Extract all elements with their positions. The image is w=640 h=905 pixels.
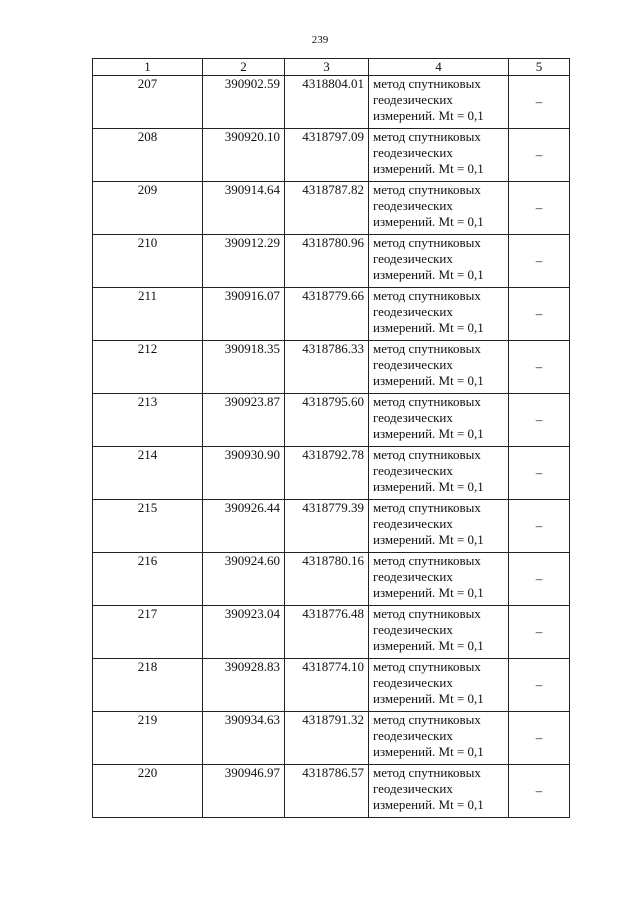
note-dash: – — [535, 147, 543, 162]
method-line: измерений. Mt = 0,1 — [373, 744, 484, 759]
method-line: измерений. Mt = 0,1 — [373, 320, 484, 335]
method-line: метод спутниковых — [373, 182, 481, 197]
point-number: 212 — [93, 341, 203, 394]
coordinate-y: 4318787.82 — [285, 182, 369, 235]
coordinate-y: 4318776.48 — [285, 606, 369, 659]
point-number: 213 — [93, 394, 203, 447]
column-header-3: 3 — [285, 59, 369, 76]
method-line: метод спутниковых — [373, 500, 481, 515]
note-dash: – — [535, 571, 543, 586]
method-line: метод спутниковых — [373, 76, 481, 91]
table-row — [93, 553, 570, 606]
method-line: измерений. Mt = 0,1 — [373, 161, 484, 176]
method-description — [369, 341, 509, 394]
point-number: 214 — [93, 447, 203, 500]
note-dash: – — [535, 783, 543, 798]
coordinate-y: 4318780.16 — [285, 553, 369, 606]
method-line: метод спутниковых — [373, 288, 481, 303]
table-row — [93, 394, 570, 447]
table-row — [93, 341, 570, 394]
table-row — [93, 129, 570, 182]
coordinate-x: 390926.44 — [203, 500, 285, 553]
method-line: геодезических — [373, 781, 453, 796]
method-line: измерений. Mt = 0,1 — [373, 214, 484, 229]
note-dash: – — [535, 730, 543, 745]
method-line: метод спутниковых — [373, 129, 481, 144]
method-line: геодезических — [373, 92, 453, 107]
note-cell — [509, 712, 570, 765]
column-header-4: 4 — [369, 59, 509, 76]
note-cell — [509, 76, 570, 129]
method-line: измерений. Mt = 0,1 — [373, 373, 484, 388]
note-dash: – — [535, 518, 543, 533]
method-line: метод спутниковых — [373, 606, 481, 621]
method-line: метод спутниковых — [373, 712, 481, 727]
method-line: измерений. Mt = 0,1 — [373, 691, 484, 706]
method-description — [369, 712, 509, 765]
coordinate-y: 4318797.09 — [285, 129, 369, 182]
method-description — [369, 394, 509, 447]
note-cell — [509, 659, 570, 712]
coordinate-y: 4318774.10 — [285, 659, 369, 712]
table-row — [93, 76, 570, 129]
method-description — [369, 182, 509, 235]
table-row — [93, 765, 570, 818]
coordinate-x: 390923.04 — [203, 606, 285, 659]
column-header-1: 1 — [93, 59, 203, 76]
note-dash: – — [535, 359, 543, 374]
column-header-5: 5 — [509, 59, 570, 76]
note-cell — [509, 288, 570, 341]
coordinate-x: 390934.63 — [203, 712, 285, 765]
method-line: геодезических — [373, 675, 453, 690]
method-line: метод спутниковых — [373, 341, 481, 356]
method-line: измерений. Mt = 0,1 — [373, 426, 484, 441]
method-line: метод спутниковых — [373, 553, 481, 568]
method-description — [369, 235, 509, 288]
method-line: измерений. Mt = 0,1 — [373, 797, 484, 812]
method-description — [369, 659, 509, 712]
coordinate-y: 4318792.78 — [285, 447, 369, 500]
note-dash: – — [535, 624, 543, 639]
coordinate-y: 4318779.66 — [285, 288, 369, 341]
coordinate-x: 390923.87 — [203, 394, 285, 447]
point-number: 219 — [93, 712, 203, 765]
method-line: измерений. Mt = 0,1 — [373, 108, 484, 123]
coordinate-x: 390924.60 — [203, 553, 285, 606]
method-description — [369, 129, 509, 182]
coordinate-x: 390902.59 — [203, 76, 285, 129]
note-cell — [509, 235, 570, 288]
coordinate-y: 4318791.32 — [285, 712, 369, 765]
method-description — [369, 76, 509, 129]
coordinate-x: 390914.64 — [203, 182, 285, 235]
method-line: геодезических — [373, 304, 453, 319]
coordinate-x: 390916.07 — [203, 288, 285, 341]
note-dash: – — [535, 253, 543, 268]
note-dash: – — [535, 200, 543, 215]
note-cell — [509, 341, 570, 394]
table-row — [93, 447, 570, 500]
coordinate-x: 390930.90 — [203, 447, 285, 500]
method-description — [369, 500, 509, 553]
table-header-row — [93, 59, 570, 76]
method-line: геодезических — [373, 410, 453, 425]
note-dash: – — [535, 465, 543, 480]
coordinate-y: 4318786.57 — [285, 765, 369, 818]
point-number: 216 — [93, 553, 203, 606]
note-cell — [509, 394, 570, 447]
method-line: геодезических — [373, 622, 453, 637]
point-number: 217 — [93, 606, 203, 659]
point-number: 220 — [93, 765, 203, 818]
point-number: 211 — [93, 288, 203, 341]
method-description — [369, 765, 509, 818]
coordinate-y: 4318780.96 — [285, 235, 369, 288]
table-row — [93, 500, 570, 553]
point-number: 208 — [93, 129, 203, 182]
coordinate-x: 390920.10 — [203, 129, 285, 182]
method-line: геодезических — [373, 516, 453, 531]
note-cell — [509, 606, 570, 659]
method-line: геодезических — [373, 145, 453, 160]
page-number: 239 — [311, 34, 329, 46]
coordinate-x: 390928.83 — [203, 659, 285, 712]
table-row — [93, 182, 570, 235]
method-line: геодезических — [373, 251, 453, 266]
point-number: 215 — [93, 500, 203, 553]
method-line: метод спутниковых — [373, 394, 481, 409]
method-description — [369, 606, 509, 659]
table-row — [93, 712, 570, 765]
method-line: измерений. Mt = 0,1 — [373, 267, 484, 282]
note-dash: – — [535, 412, 543, 427]
note-cell — [509, 500, 570, 553]
method-line: метод спутниковых — [373, 235, 481, 250]
note-cell — [509, 129, 570, 182]
coordinate-x: 390912.29 — [203, 235, 285, 288]
method-description — [369, 447, 509, 500]
table-row — [93, 659, 570, 712]
point-number: 207 — [93, 76, 203, 129]
coordinate-y: 4318795.60 — [285, 394, 369, 447]
note-cell — [509, 182, 570, 235]
method-line: геодезических — [373, 198, 453, 213]
table-row — [93, 606, 570, 659]
note-dash: – — [535, 306, 543, 321]
note-cell — [509, 765, 570, 818]
method-line: геодезических — [373, 728, 453, 743]
point-number: 210 — [93, 235, 203, 288]
table-row — [93, 235, 570, 288]
method-line: метод спутниковых — [373, 447, 481, 462]
point-number: 209 — [93, 182, 203, 235]
method-line: измерений. Mt = 0,1 — [373, 638, 484, 653]
method-line: геодезических — [373, 569, 453, 584]
coordinate-y: 4318786.33 — [285, 341, 369, 394]
method-line: геодезических — [373, 463, 453, 478]
coordinate-x: 390918.35 — [203, 341, 285, 394]
note-dash: – — [535, 94, 543, 109]
method-line: метод спутниковых — [373, 659, 481, 674]
method-line: геодезических — [373, 357, 453, 372]
method-line: метод спутниковых — [373, 765, 481, 780]
method-line: измерений. Mt = 0,1 — [373, 585, 484, 600]
coordinate-x: 390946.97 — [203, 765, 285, 818]
method-description — [369, 553, 509, 606]
coordinates-table — [92, 58, 570, 818]
note-dash: – — [535, 677, 543, 692]
method-line: измерений. Mt = 0,1 — [373, 532, 484, 547]
table-body — [93, 76, 570, 818]
coordinate-y: 4318804.01 — [285, 76, 369, 129]
method-description — [369, 288, 509, 341]
coordinate-y: 4318779.39 — [285, 500, 369, 553]
table-row — [93, 288, 570, 341]
note-cell — [509, 447, 570, 500]
method-line: измерений. Mt = 0,1 — [373, 479, 484, 494]
note-cell — [509, 553, 570, 606]
point-number: 218 — [93, 659, 203, 712]
column-header-2: 2 — [203, 59, 285, 76]
